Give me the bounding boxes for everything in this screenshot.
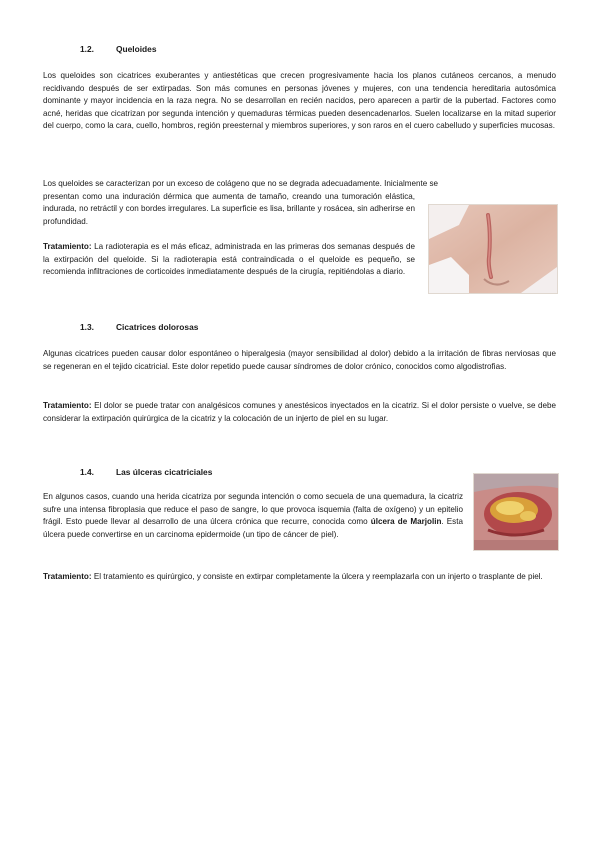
section-heading-keloids [80,44,157,54]
treatment-label: Tratamiento: [43,572,92,581]
section-title: Las úlceras cicatriciales [116,467,213,477]
treatment-label: Tratamiento: [43,242,92,251]
section-heading-scar-ulcers [80,467,212,477]
section-number: 1.3. [80,322,94,332]
section-heading-painful-scars [80,322,198,332]
marjolin-ulcer-photo [473,473,559,551]
paragraph-painful-scars: Algunas cicatrices pueden causar dolor espontáneo o hiperalgesia (mayor sensibilidad al dolor) debido a la irritación de fibras nerviosas que se regeneran en el tejido cicatricial. Este dolor repetido puede causar síndromes de dolor crónico, conocidos como algodistrofias. [43,349,556,371]
marjolin-ulcer-term: úlcera de Marjolin [370,517,442,527]
paragraph-scar-ulcers [43,491,463,541]
section-title: Queloides [116,44,157,54]
section-number: 1.2. [80,44,94,54]
ulcer-text-after: . Esta úlcera puede convertirse en un carcinoma epidermoide (un tipo de cáncer de piel). [43,517,463,539]
paragraph-keloids-intro: Los queloides son cicatrices exuberantes y antiestéticas que crecen progresivamente hacia los planos cutáneos cercanos, a menudo recidivando después de ser extirpadas. Son más comunes en personas jóvenes y mujeres, con una tendencia hereditaria autosómica dominante y mayor incidencia en la raza negra. No se desarrollan en recién nacidos, pero aparecen a partir de la pubertad. Factores como acné, heridas que cicatrizan por segunda intención y quemaduras térmicas pueden desencadenarlos. Suelen localizarse en la mitad superior del cuerpo, como la cara, cuello, hombros, región preesternal y miembros superiores, y son raros en el cuero cabelludo y superficies mucosas. [43,71,556,131]
section-title: Cicatrices dolorosas [116,322,199,332]
section-number: 1.4. [80,467,94,477]
paragraph-keloids-collagen: presentan como una induración dérmica que aumenta de tamaño, creando una tumoración elástica, indurada, no retráctil y con bordes irregulares. La superficie es lisa, brillante y rosácea, sin adherirse en profundidad. [43,191,415,226]
ulcer-text-before: En algunos casos, cuando una herida cicatriza por segunda intención o como secuela de una quemadura, la cicatriz sufre una intensa fibroplasia que reduce el paso de sangre, lo que provoca isquemia (falta de oxígeno) y un epitelio frágil. Esto puede llevar al desarrollo de una úlcera crónica que recurre, conocida como [43,492,463,527]
treatment-text: El tratamiento es quirúrgico, y consiste en extirpar completamente la úlcera y reemplazarla con un injerto o trasplante de piel. [91,572,543,581]
paragraph-keloids-collagen-line: Los queloides se caracterizan por un exceso de colágeno que no se degrada adecuadamente. Inicialmente se [43,179,439,188]
keloid-chest-photo [428,204,558,294]
treatment-text: La radioterapia es el más eficaz, administrada en las primeras dos semanas después de la extirpación del queloide. Si la radioterapia está contraindicada o el queloide es pequeño, se recomienda infiltraciones de corticoides inmediatamente después de la cirugía, repitiéndolas a diario. [43,242,415,277]
treatment-label: Tratamiento: [43,401,92,410]
paragraph-painful-scars-treatment [43,400,556,425]
treatment-text: El dolor se puede tratar con analgésicos comunes y anestésicos inyectados en la cicatriz. Si el dolor persiste o vuelve, se debe considerar la extirpación quirúrgica de la cicatriz y la colocación de un injerto de piel en su lugar. [43,401,556,423]
paragraph-scar-ulcers-treatment [43,571,556,584]
paragraph-keloids-treatment [43,241,415,279]
